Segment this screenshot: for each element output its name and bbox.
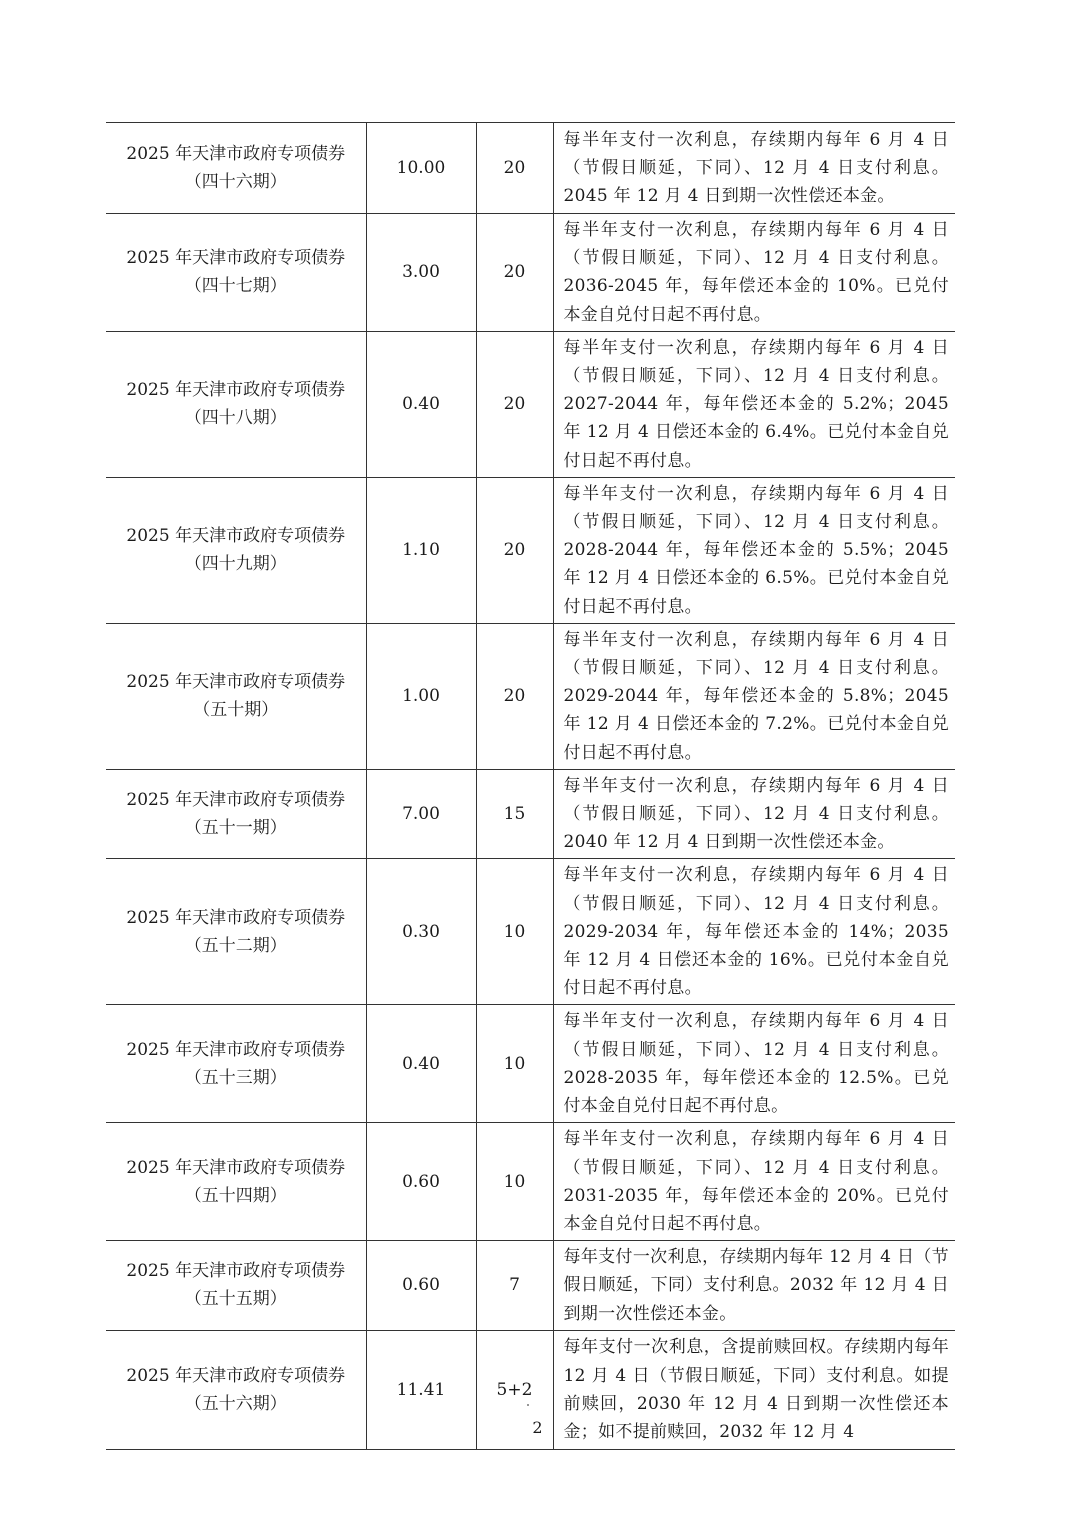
- bond-amount: 1.00: [366, 623, 476, 769]
- table-row: [106, 1005, 955, 1123]
- bond-name: 2025 年天津市政府专项债券: [126, 790, 346, 811]
- table-row: [106, 859, 955, 1005]
- bond-payment: 每半年支付一次利息，存续期内每年 6 月 4 日（节假日顺延，下同）、12 月 4 日支付利息。2027-2044 年，每年偿还本金的 5.2%；2045 年 12 月 4 日偿还本金的 6.4%。已兑付本金自兑付日起不再付息。: [563, 337, 949, 471]
- bond-name: 2025 年天津市政府专项债券: [126, 248, 346, 269]
- bond-amount: 0.60: [366, 1123, 476, 1241]
- bond-payment: 每半年支付一次利息，存续期内每年 6 月 4 日（节假日顺延，下同）、12 月 4 日支付利息。2040 年 12 月 4 日到期一次性偿还本金。: [563, 775, 949, 853]
- bond-amount: 11.41: [366, 1330, 476, 1449]
- table-row: [106, 123, 955, 214]
- bond-payment-cell: [553, 123, 955, 214]
- bond-issue: （五十期）: [193, 700, 279, 721]
- bond-name: 2025 年天津市政府专项债券: [126, 1365, 346, 1386]
- bond-payment: 每半年支付一次利息，存续期内每年 6 月 4 日（节假日顺延，下同）、12 月 4 日支付利息。2029-2044 年，每年偿还本金的 5.8%；2045 年 12 月 4 日偿还本金的 7.2%。已兑付本金自兑付日起不再付息。: [563, 629, 949, 763]
- table-row: [106, 331, 955, 477]
- bond-issue: （五十一期）: [184, 818, 287, 839]
- bond-payment: 每半年支付一次利息，存续期内每年 6 月 4 日（节假日顺延，下同）、12 月 4 日支付利息。2028-2044 年，每年偿还本金的 5.5%；2045 年 12 月 4 日偿还本金的 6.5%。已兑付本金自兑付日起不再付息。: [563, 483, 949, 617]
- page-number: 2: [532, 1418, 543, 1437]
- bond-term: 7: [476, 1241, 553, 1331]
- bond-name-cell: [106, 769, 366, 859]
- bond-term: 20: [476, 123, 553, 214]
- bond-name: 2025 年天津市政府专项债券: [126, 672, 346, 693]
- bond-payment: 每半年支付一次利息，存续期内每年 6 月 4 日（节假日顺延，下同）、12 月 4 日支付利息。2045 年 12 月 4 日到期一次性偿还本金。: [563, 129, 949, 207]
- bond-name: 2025 年天津市政府专项债券: [126, 907, 346, 928]
- bond-term: 5+2: [476, 1330, 553, 1449]
- bond-name: 2025 年天津市政府专项债券: [126, 380, 346, 401]
- bond-payment: 每半年支付一次利息，存续期内每年 6 月 4 日（节假日顺延，下同）、12 月 4 日支付利息。2028-2035 年，每年偿还本金的 12.5%。已兑付本金自兑付日起不再付息。: [563, 1011, 949, 1117]
- bond-amount: 10.00: [366, 123, 476, 214]
- bond-name-cell: [106, 623, 366, 769]
- scan-dot: [527, 1404, 529, 1406]
- bond-name-cell: [106, 1005, 366, 1123]
- bond-issue: （五十二期）: [184, 935, 287, 956]
- bond-issue: （五十四期）: [184, 1185, 287, 1206]
- bond-payment-cell: [553, 859, 955, 1005]
- bond-term: 20: [476, 623, 553, 769]
- bond-amount: 0.40: [366, 1005, 476, 1123]
- table-row: [106, 1123, 955, 1241]
- bond-amount: 0.30: [366, 859, 476, 1005]
- bond-amount: 0.40: [366, 331, 476, 477]
- bond-payment-cell: [553, 1123, 955, 1241]
- bond-name-cell: [106, 1123, 366, 1241]
- bond-name-cell: [106, 1241, 366, 1331]
- bond-amount: 0.60: [366, 1241, 476, 1331]
- bond-payment: 每半年支付一次利息，存续期内每年 6 月 4 日（节假日顺延，下同）、12 月 4 日支付利息。2036-2045 年，每年偿还本金的 10%。已兑付本金自兑付日起不再付息。: [563, 220, 949, 325]
- bond-name: 2025 年天津市政府专项债券: [126, 144, 346, 164]
- bond-payment: 每年支付一次利息，含提前赎回权。存续期内每年 12 月 4 日（节假日顺延，下同）支付利息。如提前赎回，2030 年 12 月 4 日到期一次性偿还本金；如不提前赎回，2032 年 12 月 4: [563, 1337, 949, 1442]
- table-row: [106, 769, 955, 859]
- bond-name-cell: [106, 331, 366, 477]
- bond-issue: （四十六期）: [184, 172, 287, 192]
- bond-amount: 3.00: [366, 214, 476, 332]
- bond-term: 15: [476, 769, 553, 859]
- bond-payment-cell: [553, 769, 955, 859]
- bond-amount: 7.00: [366, 769, 476, 859]
- table-row: [106, 214, 955, 332]
- bond-payment: 每半年支付一次利息，存续期内每年 6 月 4 日（节假日顺延，下同）、12 月 4 日支付利息。2031-2035 年，每年偿还本金的 20%。已兑付本金自兑付日起不再付息。: [563, 1129, 949, 1234]
- table-row: [106, 623, 955, 769]
- bond-payment-cell: [553, 477, 955, 623]
- bond-name: 2025 年天津市政府专项债券: [126, 1039, 346, 1060]
- bond-issue: （四十七期）: [184, 276, 287, 297]
- bond-name: 2025 年天津市政府专项债券: [126, 526, 346, 547]
- bond-payment: 每年支付一次利息，存续期内每年 12 月 4 日（节假日顺延，下同）支付利息。2032 年 12 月 4 日到期一次性偿还本金。: [563, 1247, 949, 1324]
- bond-name-cell: [106, 477, 366, 623]
- bond-table: [106, 122, 955, 1450]
- bond-payment-cell: [553, 623, 955, 769]
- bond-term: 10: [476, 859, 553, 1005]
- bond-payment: 每半年支付一次利息，存续期内每年 6 月 4 日（节假日顺延，下同）、12 月 4 日支付利息。2029-2034 年，每年偿还本金的 14%；2035 年 12 月 4 日偿还本金的 16%。已兑付本金自兑付日起不再付息。: [563, 865, 949, 999]
- bond-term: 20: [476, 331, 553, 477]
- bond-name-cell: [106, 214, 366, 332]
- bond-issue: （五十五期）: [184, 1289, 287, 1310]
- bond-term: 20: [476, 214, 553, 332]
- table-row: [106, 1241, 955, 1331]
- bond-issue: （五十三期）: [184, 1067, 287, 1088]
- bond-term: 20: [476, 477, 553, 623]
- bond-name: 2025 年天津市政府专项债券: [126, 1157, 346, 1178]
- bond-payment-cell: [553, 331, 955, 477]
- table-row: [106, 477, 955, 623]
- bond-issue: （四十八期）: [184, 408, 287, 429]
- bond-payment-cell: [553, 1241, 955, 1331]
- bond-issue: （五十六期）: [184, 1393, 287, 1414]
- bond-term: 10: [476, 1005, 553, 1123]
- bond-amount: 1.10: [366, 477, 476, 623]
- bond-payment-cell: [553, 1005, 955, 1123]
- bond-name: 2025 年天津市政府专项债券: [126, 1261, 346, 1282]
- bond-term: 10: [476, 1123, 553, 1241]
- bond-name-cell: [106, 123, 366, 214]
- bond-name-cell: [106, 859, 366, 1005]
- bond-issue: （四十九期）: [184, 554, 287, 575]
- bond-payment-cell: [553, 214, 955, 332]
